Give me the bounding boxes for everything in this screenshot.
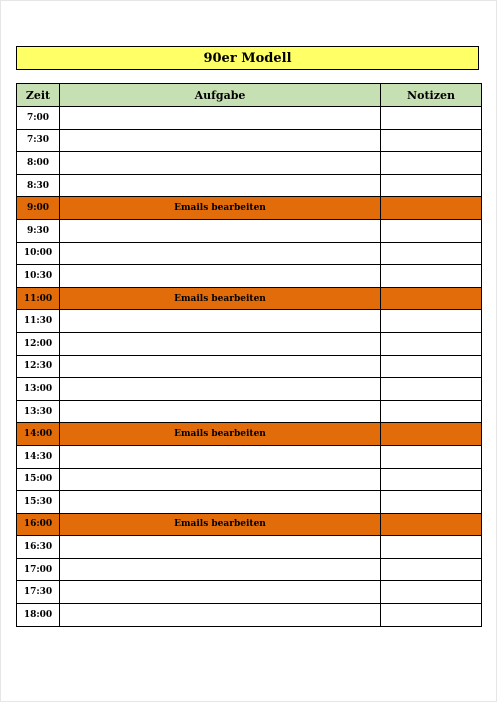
time-cell: 17:30 [17, 581, 60, 604]
table-row [17, 265, 482, 288]
time-cell: 18:00 [17, 604, 60, 627]
table-row [17, 107, 482, 130]
time-cell: 10:00 [17, 242, 60, 265]
table-row [17, 423, 482, 446]
task-cell[interactable] [60, 581, 381, 604]
time-cell: 8:30 [17, 174, 60, 197]
task-cell[interactable] [60, 219, 381, 242]
time-cell: 9:00 [17, 197, 60, 220]
header-task: Aufgabe [60, 84, 381, 107]
table-row [17, 332, 482, 355]
task-cell[interactable] [60, 400, 381, 423]
time-cell: 15:00 [17, 468, 60, 491]
notes-cell[interactable] [381, 332, 482, 355]
time-cell: 12:30 [17, 355, 60, 378]
notes-cell[interactable] [381, 536, 482, 559]
task-cell[interactable] [60, 174, 381, 197]
task-cell[interactable] [60, 129, 381, 152]
notes-cell[interactable] [381, 378, 482, 401]
time-cell: 11:00 [17, 287, 60, 310]
notes-cell[interactable] [381, 604, 482, 627]
task-cell[interactable] [60, 378, 381, 401]
table-row [17, 129, 482, 152]
header-notes: Notizen [381, 84, 482, 107]
notes-cell[interactable] [381, 242, 482, 265]
task-cell[interactable] [60, 242, 381, 265]
time-cell: 17:00 [17, 558, 60, 581]
table-header-row [17, 84, 482, 107]
task-cell[interactable] [60, 558, 381, 581]
notes-cell[interactable] [381, 445, 482, 468]
time-cell: 13:00 [17, 378, 60, 401]
time-cell: 11:30 [17, 310, 60, 333]
task-cell[interactable]: Emails bearbeiten [60, 423, 381, 446]
table-row [17, 468, 482, 491]
task-cell[interactable] [60, 536, 381, 559]
notes-cell[interactable] [381, 265, 482, 288]
notes-cell[interactable] [381, 400, 482, 423]
task-cell[interactable] [60, 468, 381, 491]
table-row [17, 310, 482, 333]
page-title: 90er Modell [16, 46, 479, 70]
table-row [17, 174, 482, 197]
notes-cell[interactable] [381, 129, 482, 152]
task-cell[interactable] [60, 604, 381, 627]
notes-cell[interactable] [381, 558, 482, 581]
table-row [17, 242, 482, 265]
task-cell[interactable]: Emails bearbeiten [60, 197, 381, 220]
task-cell[interactable]: Emails bearbeiten [60, 287, 381, 310]
notes-cell[interactable] [381, 491, 482, 514]
task-cell[interactable] [60, 265, 381, 288]
time-cell: 10:30 [17, 265, 60, 288]
task-cell[interactable] [60, 445, 381, 468]
notes-cell[interactable] [381, 107, 482, 130]
time-cell: 16:30 [17, 536, 60, 559]
notes-cell[interactable] [381, 581, 482, 604]
notes-cell[interactable] [381, 174, 482, 197]
table-row [17, 400, 482, 423]
task-cell[interactable]: Emails bearbeiten [60, 513, 381, 536]
header-time: Zeit [17, 84, 60, 107]
notes-cell[interactable] [381, 310, 482, 333]
table-row [17, 604, 482, 627]
notes-cell[interactable] [381, 355, 482, 378]
notes-cell[interactable] [381, 468, 482, 491]
task-cell[interactable] [60, 310, 381, 333]
time-cell: 15:30 [17, 491, 60, 514]
task-cell[interactable] [60, 332, 381, 355]
task-cell[interactable] [60, 107, 381, 130]
time-cell: 13:30 [17, 400, 60, 423]
time-cell: 14:30 [17, 445, 60, 468]
time-cell: 9:30 [17, 219, 60, 242]
table-row [17, 536, 482, 559]
notes-cell[interactable] [381, 513, 482, 536]
table-row [17, 378, 482, 401]
task-cell[interactable] [60, 152, 381, 175]
table-row [17, 355, 482, 378]
notes-cell[interactable] [381, 197, 482, 220]
notes-cell[interactable] [381, 152, 482, 175]
table-row [17, 513, 482, 536]
table-row [17, 558, 482, 581]
task-cell[interactable] [60, 491, 381, 514]
table-row [17, 152, 482, 175]
table-row [17, 445, 482, 468]
notes-cell[interactable] [381, 219, 482, 242]
table-row [17, 197, 482, 220]
notes-cell[interactable] [381, 423, 482, 446]
table-row [17, 287, 482, 310]
notes-cell[interactable] [381, 287, 482, 310]
task-cell[interactable] [60, 355, 381, 378]
time-cell: 7:30 [17, 129, 60, 152]
time-cell: 12:00 [17, 332, 60, 355]
table-row [17, 491, 482, 514]
time-cell: 14:00 [17, 423, 60, 446]
schedule-table [16, 83, 482, 627]
time-cell: 8:00 [17, 152, 60, 175]
time-cell: 16:00 [17, 513, 60, 536]
table-row [17, 581, 482, 604]
time-cell: 7:00 [17, 107, 60, 130]
table-row [17, 219, 482, 242]
